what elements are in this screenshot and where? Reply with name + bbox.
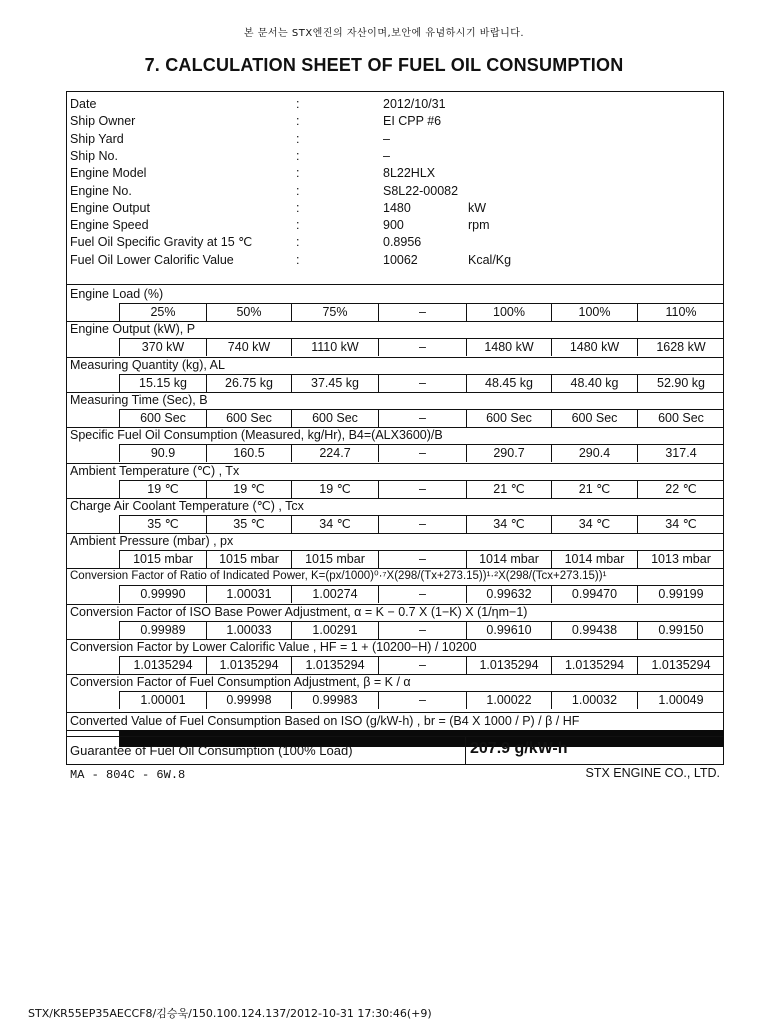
param-group — [67, 604, 723, 639]
value-cell: 0.99610 — [466, 622, 551, 639]
value-cell: 90.9 — [119, 445, 206, 462]
param-label: Conversion Factor of Fuel Consumption Adjustment, β = K / α — [70, 675, 411, 690]
info-label: Ship Owner — [70, 114, 136, 129]
info-colon: : — [296, 97, 300, 111]
value-cell: 1015 mbar — [206, 551, 291, 568]
value-cell: – — [378, 375, 466, 392]
value-row — [119, 621, 724, 639]
value-cell: 26.75 kg — [206, 375, 291, 392]
value-cell: 48.45 kg — [466, 375, 551, 392]
value-row — [119, 338, 724, 356]
value-cell: 50% — [206, 304, 291, 321]
info-row — [67, 165, 723, 182]
info-row — [67, 131, 723, 148]
value-cell: 1110 kW — [291, 339, 378, 356]
value-cell: – — [378, 622, 466, 639]
value-cell: 1.00049 — [637, 692, 724, 709]
info-unit: Kcal/Kg — [468, 252, 512, 267]
value-cell: 0.99438 — [551, 622, 637, 639]
value-cell: 19 ℃ — [119, 481, 206, 498]
guarantee-label: Guarantee of Fuel Oil Consumption (100% Load) — [70, 743, 353, 758]
value-cell: 1480 kW — [466, 339, 551, 356]
value-row — [119, 409, 724, 427]
value-cell: – — [378, 445, 466, 462]
value-cell: 35 ℃ — [119, 516, 206, 533]
value-cell: 0.99983 — [291, 692, 378, 709]
info-label: Ship Yard — [70, 131, 124, 146]
info-colon: : — [296, 114, 300, 129]
value-cell: 1.0135294 — [119, 657, 206, 674]
value-cell: – — [378, 410, 466, 427]
info-row — [67, 217, 723, 234]
value-cell: – — [378, 657, 466, 674]
value-cell: 100% — [551, 304, 637, 321]
param-label: Measuring Time (Sec), B — [70, 392, 208, 407]
info-row — [67, 252, 723, 269]
info-label: Engine Model — [70, 166, 147, 181]
info-value: 10062 — [383, 252, 418, 267]
info-colon: : — [296, 218, 300, 233]
value-cell: 1628 kW — [637, 339, 724, 356]
value-cell: 0.99990 — [119, 586, 206, 603]
value-row — [119, 444, 724, 462]
value-cell: 1013 mbar — [637, 551, 724, 568]
value-cell: 0.99998 — [206, 692, 291, 709]
param-group — [67, 392, 723, 427]
param-label: Ambient Pressure (mbar) , px — [70, 534, 234, 549]
value-cell: 1014 mbar — [466, 551, 551, 568]
value-cell: 1.00032 — [551, 692, 637, 709]
param-label: Charge Air Coolant Temperature (℃) , Tcx — [70, 498, 304, 513]
value-cell: 34 ℃ — [291, 516, 378, 533]
value-cell: 21 ℃ — [551, 481, 637, 498]
value-cell: 22 ℃ — [637, 481, 724, 498]
info-row — [67, 200, 723, 217]
info-colon: : — [296, 131, 300, 146]
param-label: Conversion Factor of Ratio of Indicated Power, K=(px/1000)⁰·⁷X(298/(Tx+273.15))¹·²X(298/(Tcx+273.15))¹ — [70, 570, 607, 583]
param-group — [67, 568, 723, 603]
value-cell: 0.99150 — [637, 622, 724, 639]
value-cell: 0.99470 — [551, 586, 637, 603]
value-cell: 1.0135294 — [466, 657, 551, 674]
iso-label: Converted Value of Fuel Consumption Based on ISO (g/kW-h) , br = (B4 X 1000 / P) / β / HF — [70, 714, 580, 728]
value-cell: 1.00274 — [291, 586, 378, 603]
info-value: 2012/10/31 — [383, 97, 446, 111]
value-cell: 0.99632 — [466, 586, 551, 603]
info-colon: : — [296, 148, 300, 163]
param-label: Specific Fuel Oil Consumption (Measured, kg/Hr), B4=(ALX3600)/B — [70, 428, 443, 443]
info-colon: : — [296, 183, 300, 198]
value-cell: 600 Sec — [551, 410, 637, 427]
value-cell: 1.0135294 — [637, 657, 724, 674]
param-label: Engine Output (kW), P — [70, 322, 196, 337]
value-row — [119, 550, 724, 568]
value-cell: 1.0135294 — [551, 657, 637, 674]
value-cell: 34 ℃ — [466, 516, 551, 533]
value-cell: 15.15 kg — [119, 375, 206, 392]
info-row — [67, 234, 723, 251]
footer-stamp: STX/KR55EP35AECCF8/김승욱/150.100.124.137/2012-10-31 17:30:46(+9) — [28, 1007, 432, 1020]
value-cell: 0.99199 — [637, 586, 724, 603]
value-cell: 290.7 — [466, 445, 551, 462]
value-cell: 1.0135294 — [291, 657, 378, 674]
confidential-notice: 본 문서는 STX엔진의 자산이며,보안에 유념하시기 바랍니다. — [243, 28, 525, 39]
param-group — [67, 427, 723, 462]
info-row — [67, 183, 723, 200]
value-cell: 1.0135294 — [206, 657, 291, 674]
value-cell: 160.5 — [206, 445, 291, 462]
value-cell: – — [378, 304, 466, 321]
param-group — [67, 533, 723, 568]
param-label: Engine Load (%) — [70, 287, 164, 301]
value-row — [119, 303, 724, 321]
value-cell: 600 Sec — [466, 410, 551, 427]
value-cell: 600 Sec — [637, 410, 724, 427]
value-cell: 100% — [466, 304, 551, 321]
value-row — [119, 515, 724, 533]
info-row — [67, 148, 723, 165]
param-group — [67, 674, 723, 709]
value-cell: 35 ℃ — [206, 516, 291, 533]
info-label: Engine Speed — [70, 218, 149, 233]
info-colon: : — [296, 166, 300, 181]
value-cell: 75% — [291, 304, 378, 321]
value-cell: – — [378, 692, 466, 709]
param-group — [67, 286, 723, 321]
info-colon: : — [296, 235, 300, 250]
value-cell: 110% — [637, 304, 724, 321]
value-cell: 25% — [119, 304, 206, 321]
value-cell: 290.4 — [551, 445, 637, 462]
value-cell: 34 ℃ — [637, 516, 724, 533]
info-value: S8L22-00082 — [383, 183, 459, 198]
value-row — [119, 656, 724, 674]
value-row — [119, 480, 724, 498]
value-row — [119, 585, 724, 603]
value-cell: 224.7 — [291, 445, 378, 462]
value-cell: 1.00033 — [206, 622, 291, 639]
info-colon: : — [296, 252, 300, 267]
param-group — [67, 639, 723, 674]
info-label: Engine No. — [70, 183, 132, 198]
info-label: Fuel Oil Lower Calorific Value — [70, 252, 234, 267]
value-cell: 21 ℃ — [466, 481, 551, 498]
param-label: Measuring Quantity (kg), AL — [70, 357, 225, 372]
value-cell: 1.00031 — [206, 586, 291, 603]
info-value: 8L22HLX — [383, 166, 436, 181]
value-cell: – — [378, 339, 466, 356]
info-unit: kW — [468, 200, 487, 215]
param-label: Ambient Temperature (℃) , Tx — [70, 463, 240, 478]
value-cell: 19 ℃ — [206, 481, 291, 498]
value-cell: 34 ℃ — [551, 516, 637, 533]
value-cell: 1.00001 — [119, 692, 206, 709]
value-cell: 600 Sec — [119, 410, 206, 427]
param-label: Conversion Factor of ISO Base Power Adjustment, α = K − 0.7 X (1−K) X (1/ηm−1) — [70, 604, 528, 619]
guarantee-value: 207.9 g/kW-h — [470, 740, 568, 757]
info-value: 1480 — [383, 200, 411, 215]
info-value: – — [383, 148, 390, 163]
calculation-sheet — [66, 91, 724, 765]
param-group — [67, 357, 723, 392]
info-label: Ship No. — [70, 148, 118, 163]
engine-info-block — [67, 92, 723, 284]
info-row — [67, 96, 723, 113]
info-label: Engine Output — [70, 200, 150, 215]
param-group — [67, 321, 723, 356]
info-value: 900 — [383, 218, 404, 233]
info-unit: rpm — [468, 218, 490, 233]
value-cell: 600 Sec — [291, 410, 378, 427]
value-cell: 317.4 — [637, 445, 724, 462]
guarantee-row — [67, 736, 723, 766]
value-cell: 0.99989 — [119, 622, 206, 639]
value-cell: 48.40 kg — [551, 375, 637, 392]
value-cell: 37.45 kg — [291, 375, 378, 392]
info-value: – — [383, 131, 390, 146]
value-cell: 1014 mbar — [551, 551, 637, 568]
value-cell: 740 kW — [206, 339, 291, 356]
param-group — [67, 463, 723, 498]
value-cell: 19 ℃ — [291, 481, 378, 498]
info-label: Fuel Oil Specific Gravity at 15 ℃ — [70, 235, 253, 250]
value-cell: 1.00291 — [291, 622, 378, 639]
value-cell: – — [378, 516, 466, 533]
info-row — [67, 113, 723, 130]
info-divider — [67, 284, 723, 285]
value-cell: 52.90 kg — [637, 375, 724, 392]
param-label: Conversion Factor by Lower Calorific Value , HF = 1 + (10200−H) / 10200 — [70, 640, 477, 654]
document-code: MA - 804C - 6W.8 — [70, 768, 186, 782]
company-name: STX ENGINE CO., LTD. — [585, 766, 720, 780]
info-value: 0.8956 — [383, 235, 422, 250]
value-cell: 1015 mbar — [291, 551, 378, 568]
value-cell: – — [378, 481, 466, 498]
value-cell: 1015 mbar — [119, 551, 206, 568]
value-cell: – — [378, 586, 466, 603]
value-cell: 1480 kW — [551, 339, 637, 356]
value-cell: – — [378, 551, 466, 568]
value-row — [119, 374, 724, 392]
guarantee-value-box — [465, 737, 725, 765]
info-colon: : — [296, 200, 300, 215]
value-row — [119, 691, 724, 709]
value-cell: 600 Sec — [206, 410, 291, 427]
value-cell: 1.00022 — [466, 692, 551, 709]
iso-row — [67, 712, 723, 730]
info-label: Date — [70, 97, 97, 111]
param-group — [67, 498, 723, 533]
value-cell: 370 kW — [119, 339, 206, 356]
page-title: 7. CALCULATION SHEET OF FUEL OIL CONSUMPTION — [144, 55, 624, 75]
info-value: EI CPP #6 — [383, 114, 442, 129]
